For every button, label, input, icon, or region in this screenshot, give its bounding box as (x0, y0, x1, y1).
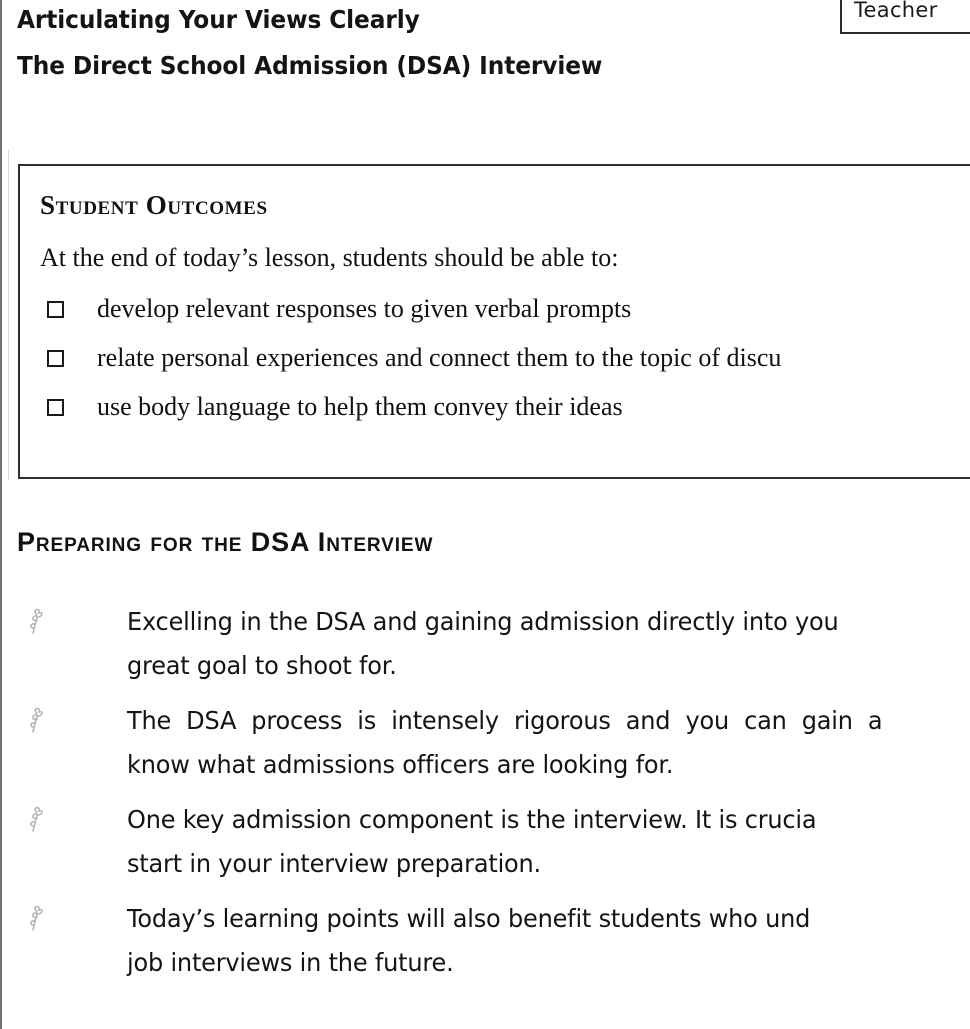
student-outcomes-heading: Student Outcomes (40, 190, 268, 220)
list-item (0, 798, 970, 886)
student-outcomes-lead-text: At the end of today’s lesson, students should be able to: (40, 243, 619, 272)
checkbox-icon[interactable] (47, 399, 64, 416)
checkbox-icon[interactable] (47, 301, 64, 318)
outcome-item-text: relate personal experiences and connect them to the topic of discu (97, 343, 782, 372)
list-item-line: job interviews in the future. (127, 948, 454, 977)
preparing-section-heading: Preparing for the DSA Interview (17, 527, 434, 557)
list-item-line: great goal to shoot for. (127, 651, 397, 680)
flower-bullet-icon (22, 804, 56, 838)
list-item-text (127, 600, 970, 688)
flower-bullet-icon (22, 606, 56, 640)
outcome-list-item (40, 342, 970, 374)
teacher-tag-label: Teacher (854, 0, 938, 22)
document-title: Articulating Your Views Clearly (17, 5, 420, 34)
list-item-line: Today’s learning points will also benefit students who und (127, 904, 811, 933)
list-item-line: The DSA process is intensely rigorous and you can gain a (127, 706, 883, 735)
document-header (17, 0, 837, 83)
flower-bullet-icon (22, 903, 56, 937)
outcome-item-text: develop relevant responses to given verbal prompts (97, 294, 632, 323)
list-item-line: know what admissions officers are looking for. (127, 750, 674, 779)
list-item (0, 600, 970, 688)
document-subtitle: The Direct School Admission (DSA) Interview (17, 51, 603, 80)
outcome-item-text: use body language to help them convey their ideas (97, 392, 623, 421)
list-item (0, 699, 970, 787)
list-item (0, 897, 970, 985)
flower-bullet-icon (22, 705, 56, 739)
list-item-line: One key admission component is the interview. It is crucia (127, 805, 817, 834)
checkbox-icon[interactable] (47, 350, 64, 367)
outcome-list-item (40, 293, 970, 325)
list-item-line: start in your interview preparation. (127, 849, 541, 878)
list-item-text (127, 897, 970, 985)
student-outcomes-box (18, 164, 970, 479)
preparing-bullet-list (0, 600, 970, 996)
list-item-text (127, 699, 970, 787)
outcome-list-item (40, 391, 970, 423)
teacher-tag-box (840, 0, 970, 34)
list-item-text (127, 798, 970, 886)
list-item-line: Excelling in the DSA and gaining admission directly into you (127, 607, 839, 636)
scan-edge-shadow (8, 150, 9, 480)
